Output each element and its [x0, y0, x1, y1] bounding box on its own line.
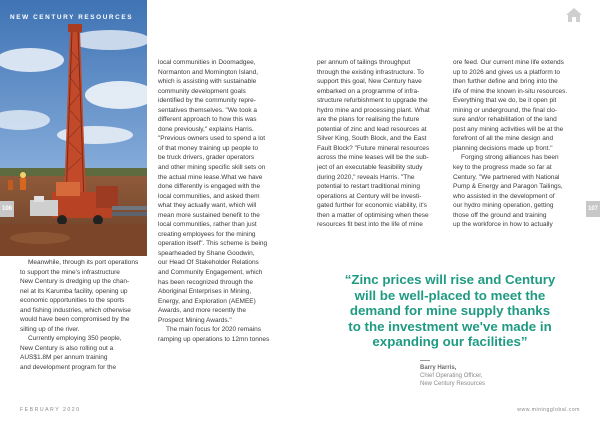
body-column-1 [20, 258, 138, 373]
body-column-3 [317, 58, 445, 230]
body-column-2 [158, 58, 286, 344]
text-line: Prospect Mining Awards." [158, 316, 232, 324]
text-line: Forging strong alliances has been [461, 154, 559, 162]
text-line: forefront of all the mine design and [453, 135, 554, 143]
body-column-4 [453, 58, 581, 230]
attribution-company: New Century Resources [420, 380, 486, 387]
text-line: and other mining specific skill sets on [158, 164, 266, 172]
footer-website-link[interactable]: www.miningglobal.com [517, 407, 580, 413]
text-line: up to 2026 and gives us a platform to [453, 68, 560, 76]
text-line: different approach to how this was [158, 116, 257, 124]
text-line: gated further for economic viability, it's [317, 202, 427, 210]
text-line: local communities, rather than just [158, 221, 257, 229]
text-line: community development goals [158, 87, 246, 95]
text-line: done differently is engaged with the [158, 183, 261, 191]
attribution-title: Chief Operating Officer, [420, 372, 483, 379]
footer-date: FEBRUARY 2020 [20, 407, 81, 413]
text-line: who assisted in the development of [453, 192, 555, 200]
text-line: per annum of tailings throughput [317, 59, 411, 66]
text-line: Energy, and Exploration (AEMEE) [158, 297, 256, 305]
text-line: nel at its Karumba facility, opening up [20, 287, 128, 295]
text-line: then further define and bring into the [453, 78, 558, 86]
text-line: AUS$1.8M per annum training [20, 354, 108, 362]
quote-line: demand for mine supply thanks [349, 303, 551, 318]
text-line: economic opportunities to the sports [20, 297, 125, 305]
text-line: Currently employing 350 people, [28, 335, 122, 343]
text-line: local communities in Doomadgee, [158, 59, 256, 66]
quote-line: will be well-placed to meet the [354, 287, 546, 303]
text-line: planning decisions made up front." [453, 144, 553, 152]
text-line: The main focus for 2020 remains [166, 326, 262, 334]
text-line: which is assisting with sustainable [158, 78, 257, 86]
text-line: done previously," explains Harris. [158, 125, 254, 133]
text-line: sure and/or rehabilitation of the land [453, 116, 557, 124]
home-icon[interactable] [566, 8, 582, 22]
text-line: our hydro mining operation, getting [453, 202, 554, 210]
text-line: and development program for the [20, 364, 117, 372]
text-line: embarked on a programme of infra- [317, 87, 420, 95]
text-line: across the mine leases will be the sub- [317, 154, 429, 162]
text-line: those off the ground and training [453, 211, 547, 219]
text-line: has been recognized through the [158, 278, 254, 286]
text-line: New Century is dredging up the chan- [20, 278, 130, 286]
text-line: mining or underground, the final clo- [453, 106, 558, 114]
text-line: the actual mine lease.What we have [158, 173, 263, 181]
text-line: Everything that we do, be it open pit [453, 97, 557, 105]
text-line: are the plans for realising the future [317, 116, 420, 124]
quote-line: expanding our facilities” [372, 334, 528, 349]
text-line: sentatives themselves. "We took a [158, 106, 258, 114]
text-line: be truck drivers, grader operators [158, 154, 255, 162]
text-line: potential to restart traditional mining [317, 183, 420, 191]
text-line: and Community Engagement, which [158, 269, 263, 277]
text-line: ject of an executable feasibility study [317, 164, 423, 172]
text-line: then a matter of optimising when these [317, 211, 429, 219]
text-line: life of mine the known in-situ resources. [453, 87, 568, 95]
pull-quote [312, 272, 588, 350]
text-line: creating employees for the mining [158, 230, 256, 238]
text-line: Century. "We partnered with National [453, 173, 560, 181]
text-line: support this goal, New Century have [317, 78, 422, 86]
text-line: of that money training up people to [158, 144, 259, 152]
drilling-rig-photo [0, 0, 147, 256]
text-line: Aboriginal Enterprises in Mining, [158, 288, 252, 296]
text-line: silting up of the river. [20, 325, 80, 333]
quote-line: to the investment we've made in [348, 318, 552, 334]
text-line: structure refurbishment to upgrade the [317, 97, 428, 105]
text-line: Meanwhile, through its port operations [28, 259, 139, 266]
text-line: what they actually want, which will [158, 202, 257, 210]
text-line: would have been compromised by the [20, 316, 130, 324]
text-line: operation itself". This scheme is being [158, 240, 268, 248]
text-line: up the workforce in how to actually [453, 221, 553, 229]
text-line: spearheaded by Shane Goodwin, [158, 249, 255, 257]
text-line: Fault Block? "Future mineral resources [317, 144, 430, 152]
quote-line: “Zinc prices will rise and Century [344, 272, 556, 287]
text-line: hydro mine and processing plant. What [317, 106, 430, 114]
page-number-right: 107 [586, 201, 600, 217]
attribution-divider [420, 360, 430, 361]
brand-label: NEW CENTURY RESOURCES [10, 14, 134, 21]
text-line: identified by the community repre- [158, 97, 256, 105]
page-number-left: 106 [0, 201, 14, 217]
text-line: during 2020," reveals Harris. "The [317, 173, 415, 181]
text-line: potential of zinc and lead resources at [317, 125, 427, 133]
text-line: New Century is also rolling out a [20, 344, 114, 352]
text-line: resources fit best into the life of mine [317, 221, 423, 229]
text-line: our Head Of Stakeholder Relations [158, 259, 259, 267]
text-line: post any mining activities will be at the [453, 125, 564, 133]
text-line: and fishing industries, which otherwise [20, 306, 131, 314]
text-line: ramping up operations to 12mn tonnes [158, 335, 270, 343]
text-line: Awards, and more recently the [158, 307, 247, 315]
text-line: to support the mine's infrastructure [20, 268, 120, 276]
text-line: operations at Century will be investi- [317, 192, 422, 200]
quote-attribution [420, 360, 485, 388]
text-line: ore feed. Our current mine life extends [453, 59, 564, 66]
text-line: Normanton and Mornington Island, [158, 68, 259, 76]
text-line: through the existing infrastructure. To [317, 68, 424, 76]
text-line: Silver King, South Block, and the East [317, 135, 427, 143]
text-line: Pump & Energy and Paragon Tailings, [453, 183, 563, 191]
attribution-name: Barry Harris, [420, 365, 457, 371]
text-line: local communities, and asked them [158, 192, 260, 200]
text-line: "Previous owners used to spend a lot [158, 135, 266, 143]
text-line: key to the progress made so far at [453, 164, 552, 172]
text-line: mean more sustained benefit to the [158, 211, 260, 219]
